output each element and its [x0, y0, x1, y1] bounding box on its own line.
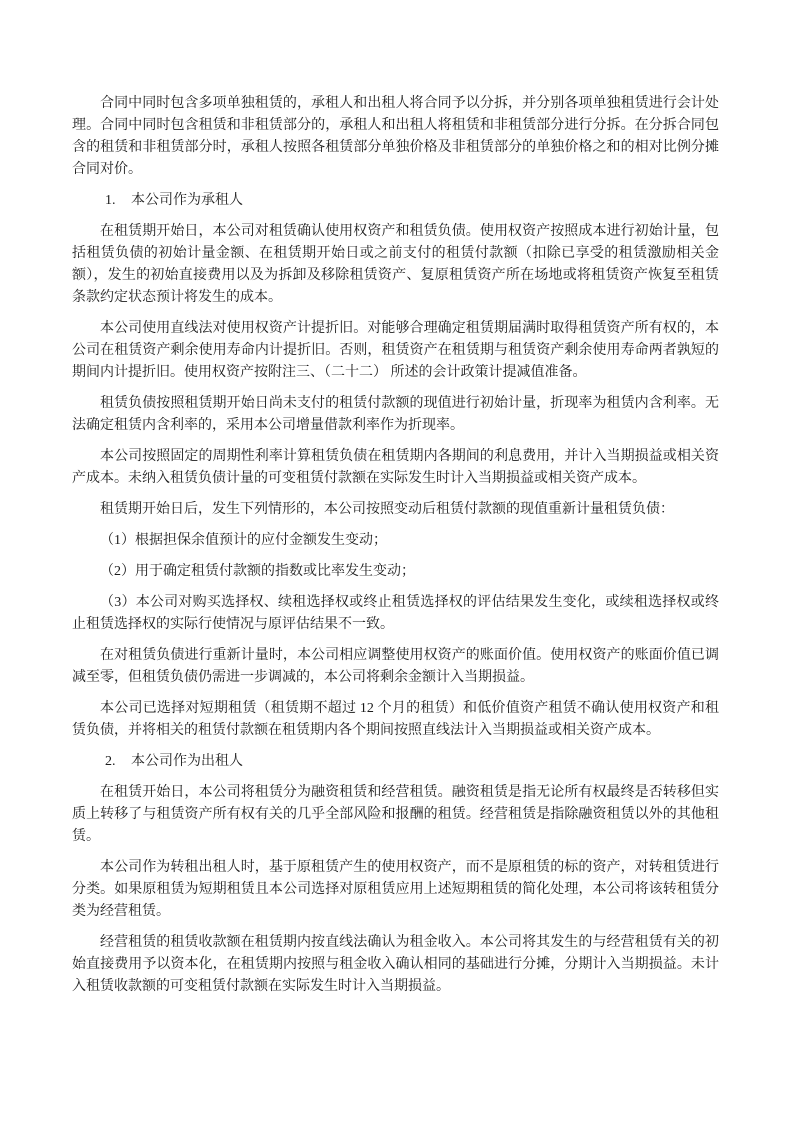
- paragraph: 本公司作为转租出租人时，基于原租赁产生的使用权资产，而不是原租赁的标的资产，对转租赁进行分类。如果原租赁为短期租赁且本公司选择对原租赁应用上述短期租赁的简化处理，本公司将该转租赁分类为经营租赁。: [72, 860, 719, 919]
- paragraph: 本公司已选择对短期租赁（租赁期不超过 12 个月的租赁）和低价值资产租赁不确认使用权资产和租赁负债，并将相关的租赁付款额在租赁期内各个期间按照直线法计入当期损益或相关资产成本。: [72, 701, 719, 738]
- list-item-1: （1）根据担保余值预计的应付金额发生变动；: [100, 533, 387, 548]
- section-title: 本公司作为承租人: [131, 193, 243, 208]
- paragraph: 本公司按照固定的周期性利率计算租赁负债在租赁期内各期间的利息费用，并计入当期损益或相关资产成本。未纳入租赁负债计量的可变租赁付款额在实际发生时计入当期损益或相关资产成本。: [72, 449, 719, 486]
- section-heading-lessee: [72, 190, 719, 212]
- paragraph: 租赁期开始日后，发生下列情形的，本公司按照变动后租赁付款额的现值重新计量租赁负债：: [100, 502, 674, 517]
- list-item-3: （3）本公司对购买选择权、续租选择权或终止租赁选择权的评估结果发生变化，或续租选择权或终止租赁选择权的实际行使情况与原评估结果不一致。: [72, 595, 719, 632]
- paragraph: 本公司使用直线法对使用权资产计提折旧。对能够合理确定租赁期届满时取得租赁资产所有权的，本公司在租赁资产剩余使用寿命内计提折旧。否则，租赁资产在租赁期与租赁资产剩余使用寿命两者孰短的期间内计提折旧。使用权资产按附注三、（二十二） 所述的会计政策计提减值准备。: [72, 321, 719, 380]
- paragraph: 经营租赁的租赁收款额在租赁期内按直线法确认为租金收入。本公司将其发生的与经营租赁有关的初始直接费用予以资本化，在租赁期内按照与租金收入确认相同的基础进行分摊，分期计入当期损益。未计入租赁收款额的可变租赁付款额在实际发生时计入当期损益。: [72, 935, 719, 994]
- section-number: 1.: [105, 193, 116, 208]
- paragraph: 在租赁期开始日，本公司对租赁确认使用权资产和租赁负债。使用权资产按照成本进行初始计量，包括租赁负债的初始计量金额、在租赁期开始日或之前支付的租赁付款额（扣除已享受的租赁激励相关金额），发生的初始直接费用以及为拆卸及移除租赁资产、复原租赁资产所在场地或将租赁资产恢复至租赁条款约定状态预计将发生的成本。: [72, 224, 719, 305]
- paragraph: 租赁负债按照租赁期开始日尚未支付的租赁付款额的现值进行初始计量，折现率为租赁内含利率。无法确定租赁内含利率的，采用本公司增量借款利率作为折现率。: [72, 396, 719, 433]
- section-number: 2.: [105, 754, 116, 769]
- section-heading-lessor: [72, 751, 719, 773]
- section-title: 本公司作为出租人: [131, 754, 243, 769]
- intro-paragraph: 合同中同时包含多项单独租赁的，承租人和出租人将合同予以分拆，并分别各项单独租赁进行会计处理。合同中同时包含租赁和非租赁部分的，承租人和出租人将租赁和非租赁部分进行分拆。在分拆合同包含的租赁和非租赁部分时，承租人按照各租赁部分单独价格及非租赁部分的单独价格之和的相对比例分摊合同对价。: [72, 96, 719, 177]
- paragraph: 在租赁开始日，本公司将租赁分为融资租赁和经营租赁。融资租赁是指无论所有权最终是否转移但实质上转移了与租赁资产所有权有关的几乎全部风险和报酬的租赁。经营租赁是指除融资租赁以外的其他租赁。: [72, 785, 719, 844]
- paragraph: 在对租赁负债进行重新计量时，本公司相应调整使用权资产的账面价值。使用权资产的账面价值已调减至零，但租赁负债仍需进一步调减的，本公司将剩余金额计入当期损益。: [72, 648, 719, 685]
- list-item-2: （2）用于确定租赁付款额的指数或比率发生变动；: [100, 564, 415, 579]
